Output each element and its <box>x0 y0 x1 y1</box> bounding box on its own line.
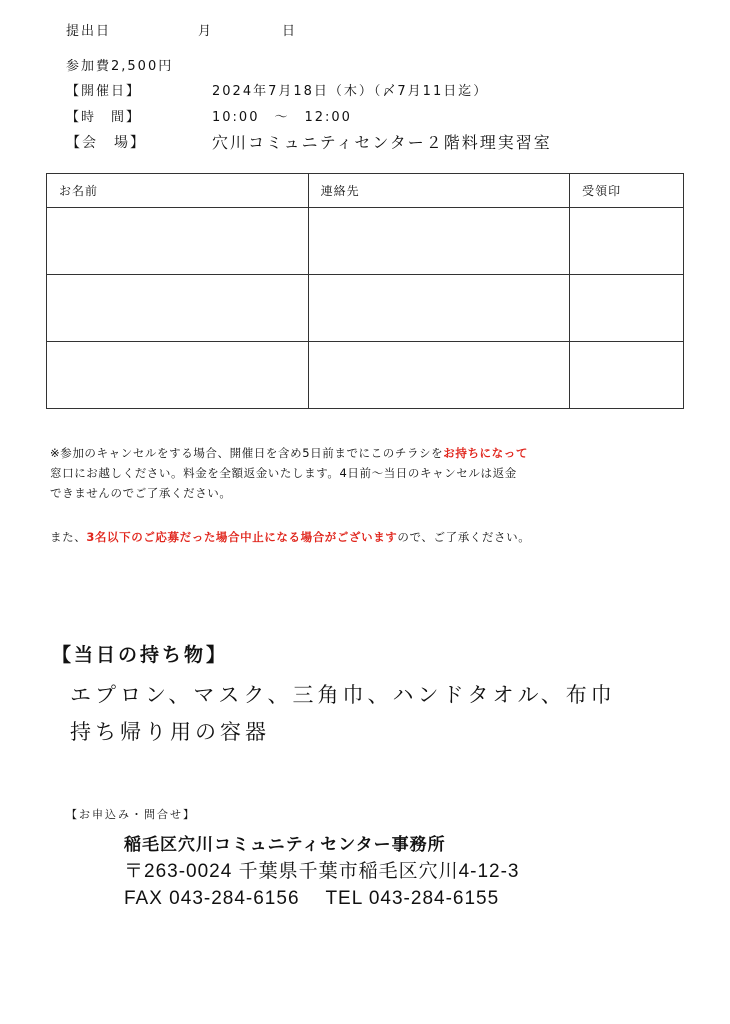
belongings-line-2: 持ち帰り用の容器 <box>70 720 270 744</box>
cancel-note-line-2: 窓口にお越しください。料金を全額返金いたします。4日前～当日のキャンセルは返金 <box>50 466 517 480</box>
office-address: 〒263-0024 千葉県千葉市稲毛区穴川4-12-3 <box>124 861 520 882</box>
stamp-cell[interactable] <box>570 208 684 275</box>
min-note-part-b: ので、ご了承ください。 <box>397 530 531 544</box>
belongings-heading: 【当日の持ち物】 <box>52 644 229 666</box>
time-value: 10:00 ～ 12:00 <box>212 110 352 125</box>
name-cell[interactable] <box>47 208 309 275</box>
venue-value: 穴川コミュニティセンター２階料理実習室 <box>212 133 552 152</box>
table-header-row <box>47 174 684 208</box>
table-row <box>47 275 684 342</box>
time-label: 【時 間】 <box>66 110 142 125</box>
cancel-note-part-a: ※参加のキャンセルをする場合、開催日を含め5日前までにこのチラシを <box>50 446 444 460</box>
stamp-cell[interactable] <box>570 342 684 409</box>
column-header-receipt-stamp: 受領印 <box>570 174 684 208</box>
minimum-participants-note <box>50 527 530 547</box>
column-header-contact: 連絡先 <box>308 174 570 208</box>
cancel-note-line-3: できませんのでご了承ください。 <box>50 486 232 500</box>
belongings-list <box>70 677 616 751</box>
stamp-cell[interactable] <box>570 275 684 342</box>
date-label: 【開催日】 <box>66 84 142 99</box>
column-header-name: お名前 <box>47 174 309 208</box>
fee-text: 参加費2,500円 <box>66 59 174 74</box>
venue-label: 【会 場】 <box>66 135 146 151</box>
submit-month-label: 月 <box>198 24 214 39</box>
table-row <box>47 208 684 275</box>
belongings-line-1: エプロン、マスク、三角巾、ハンドタオル、布巾 <box>70 683 616 707</box>
table-row <box>47 342 684 409</box>
contact-cell[interactable] <box>308 275 570 342</box>
office-name: 稲毛区穴川コミュニティセンター事務所 <box>124 835 446 855</box>
contact-heading: 【お申込み・問合せ】 <box>66 808 196 821</box>
min-note-part-a: また、 <box>50 530 87 544</box>
min-note-highlight: 3名以下のご応募だった場合中止になる場合がございます <box>86 530 398 544</box>
contact-cell[interactable] <box>308 342 570 409</box>
submit-date-label: 提出日 <box>66 24 112 39</box>
date-value: 2024年7月18日（木）（〆7月11日迄） <box>212 84 489 99</box>
name-cell[interactable] <box>47 342 309 409</box>
registration-table <box>46 173 684 409</box>
office-phones: FAX 043-284-6156 TEL 043-284-6155 <box>124 888 500 909</box>
cancellation-note <box>50 443 710 503</box>
submit-day-label: 日 <box>282 24 298 39</box>
cancel-note-highlight: お持ちになって <box>443 446 528 460</box>
name-cell[interactable] <box>47 275 309 342</box>
contact-cell[interactable] <box>308 208 570 275</box>
